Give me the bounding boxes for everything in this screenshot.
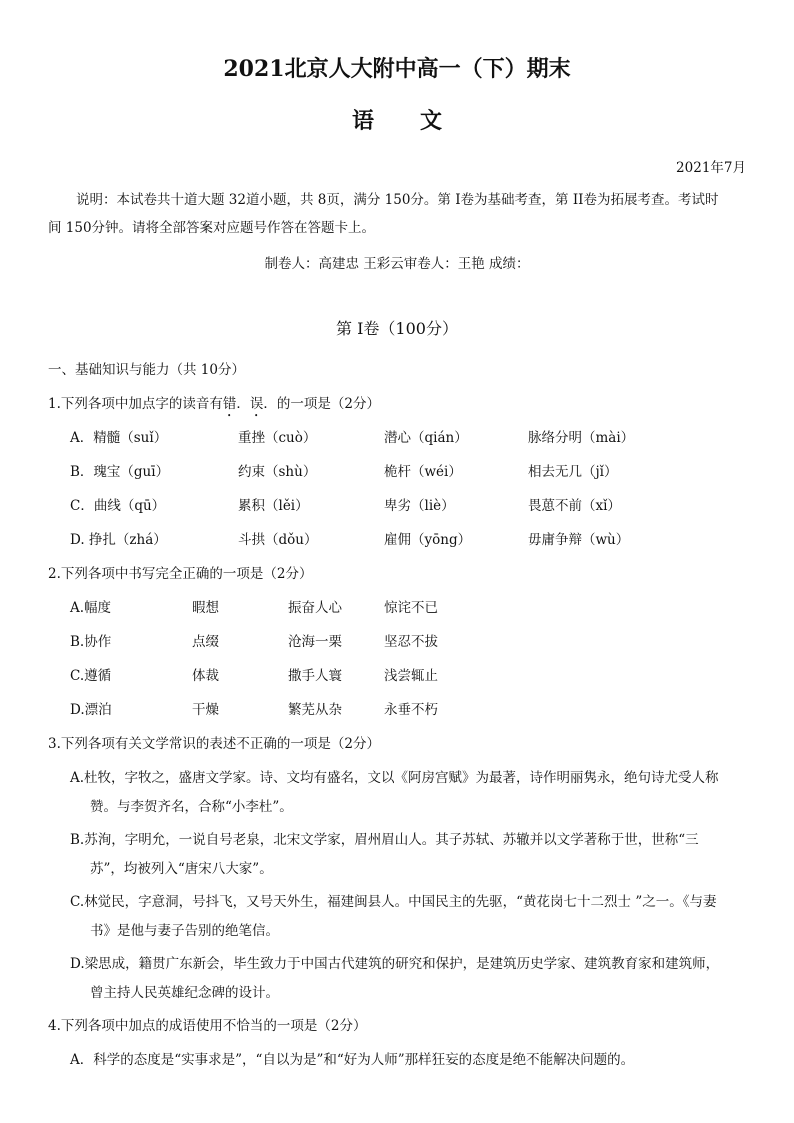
q1-option-cell: 脉络分明（mài） [528,430,635,446]
volume-title: 第 I卷（100分） [336,319,458,338]
subject-title: 语文 [351,108,488,134]
q1-option-cell: 重挫（cuò） [238,430,317,446]
q2-option-cell: 撒手人寰 [288,668,342,684]
question-1-stem [48,392,380,420]
q3-option-d-line2: 曾主持人民英雄纪念碑的设计。 [90,985,279,1001]
q2-option-cell: 点缀 [192,634,219,650]
q1-option-cell: 雇佣（yōng） [384,532,472,548]
q2-option-cell: C.遵循 [70,668,112,684]
q1-option-cell: 桅杆（wéi） [384,464,462,480]
q1-option-cell: 毋庸争辩（wù） [528,532,630,548]
q1-dot-sep: ． [263,396,277,412]
exam-title: 2021北京人大附中高一（下）期末 [223,56,571,82]
q2-option-cell: 繁芜从杂 [288,702,342,718]
q2-option-cell: 沧海一栗 [288,634,342,650]
q1-option-cell: D. 挣扎（zhá） [70,532,167,548]
q3-option-c-line2: 书》是他与妻子告别的绝笔信。 [90,923,279,939]
q1-option-cell: 累积（lěi） [238,498,309,514]
q1-stem-text: 的一项是（2分） [276,396,380,412]
q2-option-cell: 干燥 [192,702,219,718]
q1-dot-sep: ． [236,396,250,412]
q3-option-a-line2: 赞。与李贺齐名，合称“小李杜”。 [90,799,293,815]
q2-option-cell: 暇想 [192,600,219,616]
q1-stem-text: 1.下列各项中加点字的读音有 [48,396,223,412]
q1-option-cell: 卑劣（liè） [384,498,455,514]
q3-option-d-line1: D.梁思成，籍贯广东新会，毕生致力于中国古代建筑的研究和保护，是建筑历史学家、建筑教育家和建筑师， [70,956,720,972]
q2-option-cell: 惊诧不已 [384,600,438,616]
question-4-stem: 4.下列各项中加点的成语使用不恰当的一项是（2分） [48,1018,367,1034]
q2-option-cell: 振奋人心 [288,600,342,616]
q2-option-cell: 坚忍不拔 [384,634,438,650]
instructions-line-2: 间 150分钟。请将全部答案对应题号作答在答题卡上。 [48,220,376,236]
q1-option-cell: 潜心（qián） [384,430,468,446]
q2-option-cell: 永垂不朽 [384,702,438,718]
q1-option-cell: 畏葸不前（xǐ） [528,498,621,514]
q3-option-c-line1: C.林觉民，字意洞，号抖飞，又号天外生，福建闽县人。中国民主的先驱，“黄花岗七十二烈士 ”之一。《与妻 [70,894,717,910]
question-3-stem: 3.下列各项有关文学常识的表述不正确的一项是（2分） [48,736,380,752]
q2-option-cell: A.幅度 [70,600,112,616]
question-2-stem: 2.下列各项中书写完全正确的一项是（2分） [48,566,313,582]
makers-line: 制卷人：高建忠 王彩云审卷人：王艳 成绩： [264,256,530,272]
q2-option-cell: 浅尝辄止 [384,668,438,684]
section-heading: 一、基础知识与能力（共 10分） [48,362,245,378]
q1-dotted-char: 误 [249,396,264,412]
q3-option-b-line1: B.苏洵，字明允，一说自号老泉，北宋文学家，眉州眉山人。其子苏轼、苏辙并以文学著称于世，世称“三 [70,832,699,848]
q2-option-cell: 体裁 [192,668,219,684]
q1-option-cell: 相去无几（jǐ） [528,464,618,480]
q1-option-cell: 斗拱（dǒu） [238,532,318,548]
q3-option-a-line1: A.杜牧，字牧之，盛唐文学家。诗、文均有盛名，文以《阿房宫赋》为最著，诗作明丽隽永，绝句诗尤受人称 [70,770,719,786]
exam-date: 2021年7月 [676,160,746,176]
q3-option-b-line2: 苏”，均被列入“唐宋八大家”。 [90,861,273,877]
q1-option-cell: 约束（shù） [238,464,317,480]
q2-option-cell: B.协作 [70,634,112,650]
instructions-line-1: 说明：本试卷共十道大题 32道小题，共 8页，满分 150分。第 I卷为基础考查，第 II卷为拓展考查。考试时 [76,192,719,208]
q1-option-cell: A．精髓（suǐ） [70,430,168,446]
q4-option-a: A．科学的态度是“实事求是”，“自以为是”和“好为人师”那样狂妄的态度是绝不能解决问题的。 [70,1052,635,1068]
q2-option-cell: D.漂泊 [70,702,112,718]
q1-dotted-char: 错 [222,396,237,412]
q1-option-cell: B．瑰宝（guī） [70,464,170,480]
q1-option-cell: C．曲线（qū） [70,498,166,514]
